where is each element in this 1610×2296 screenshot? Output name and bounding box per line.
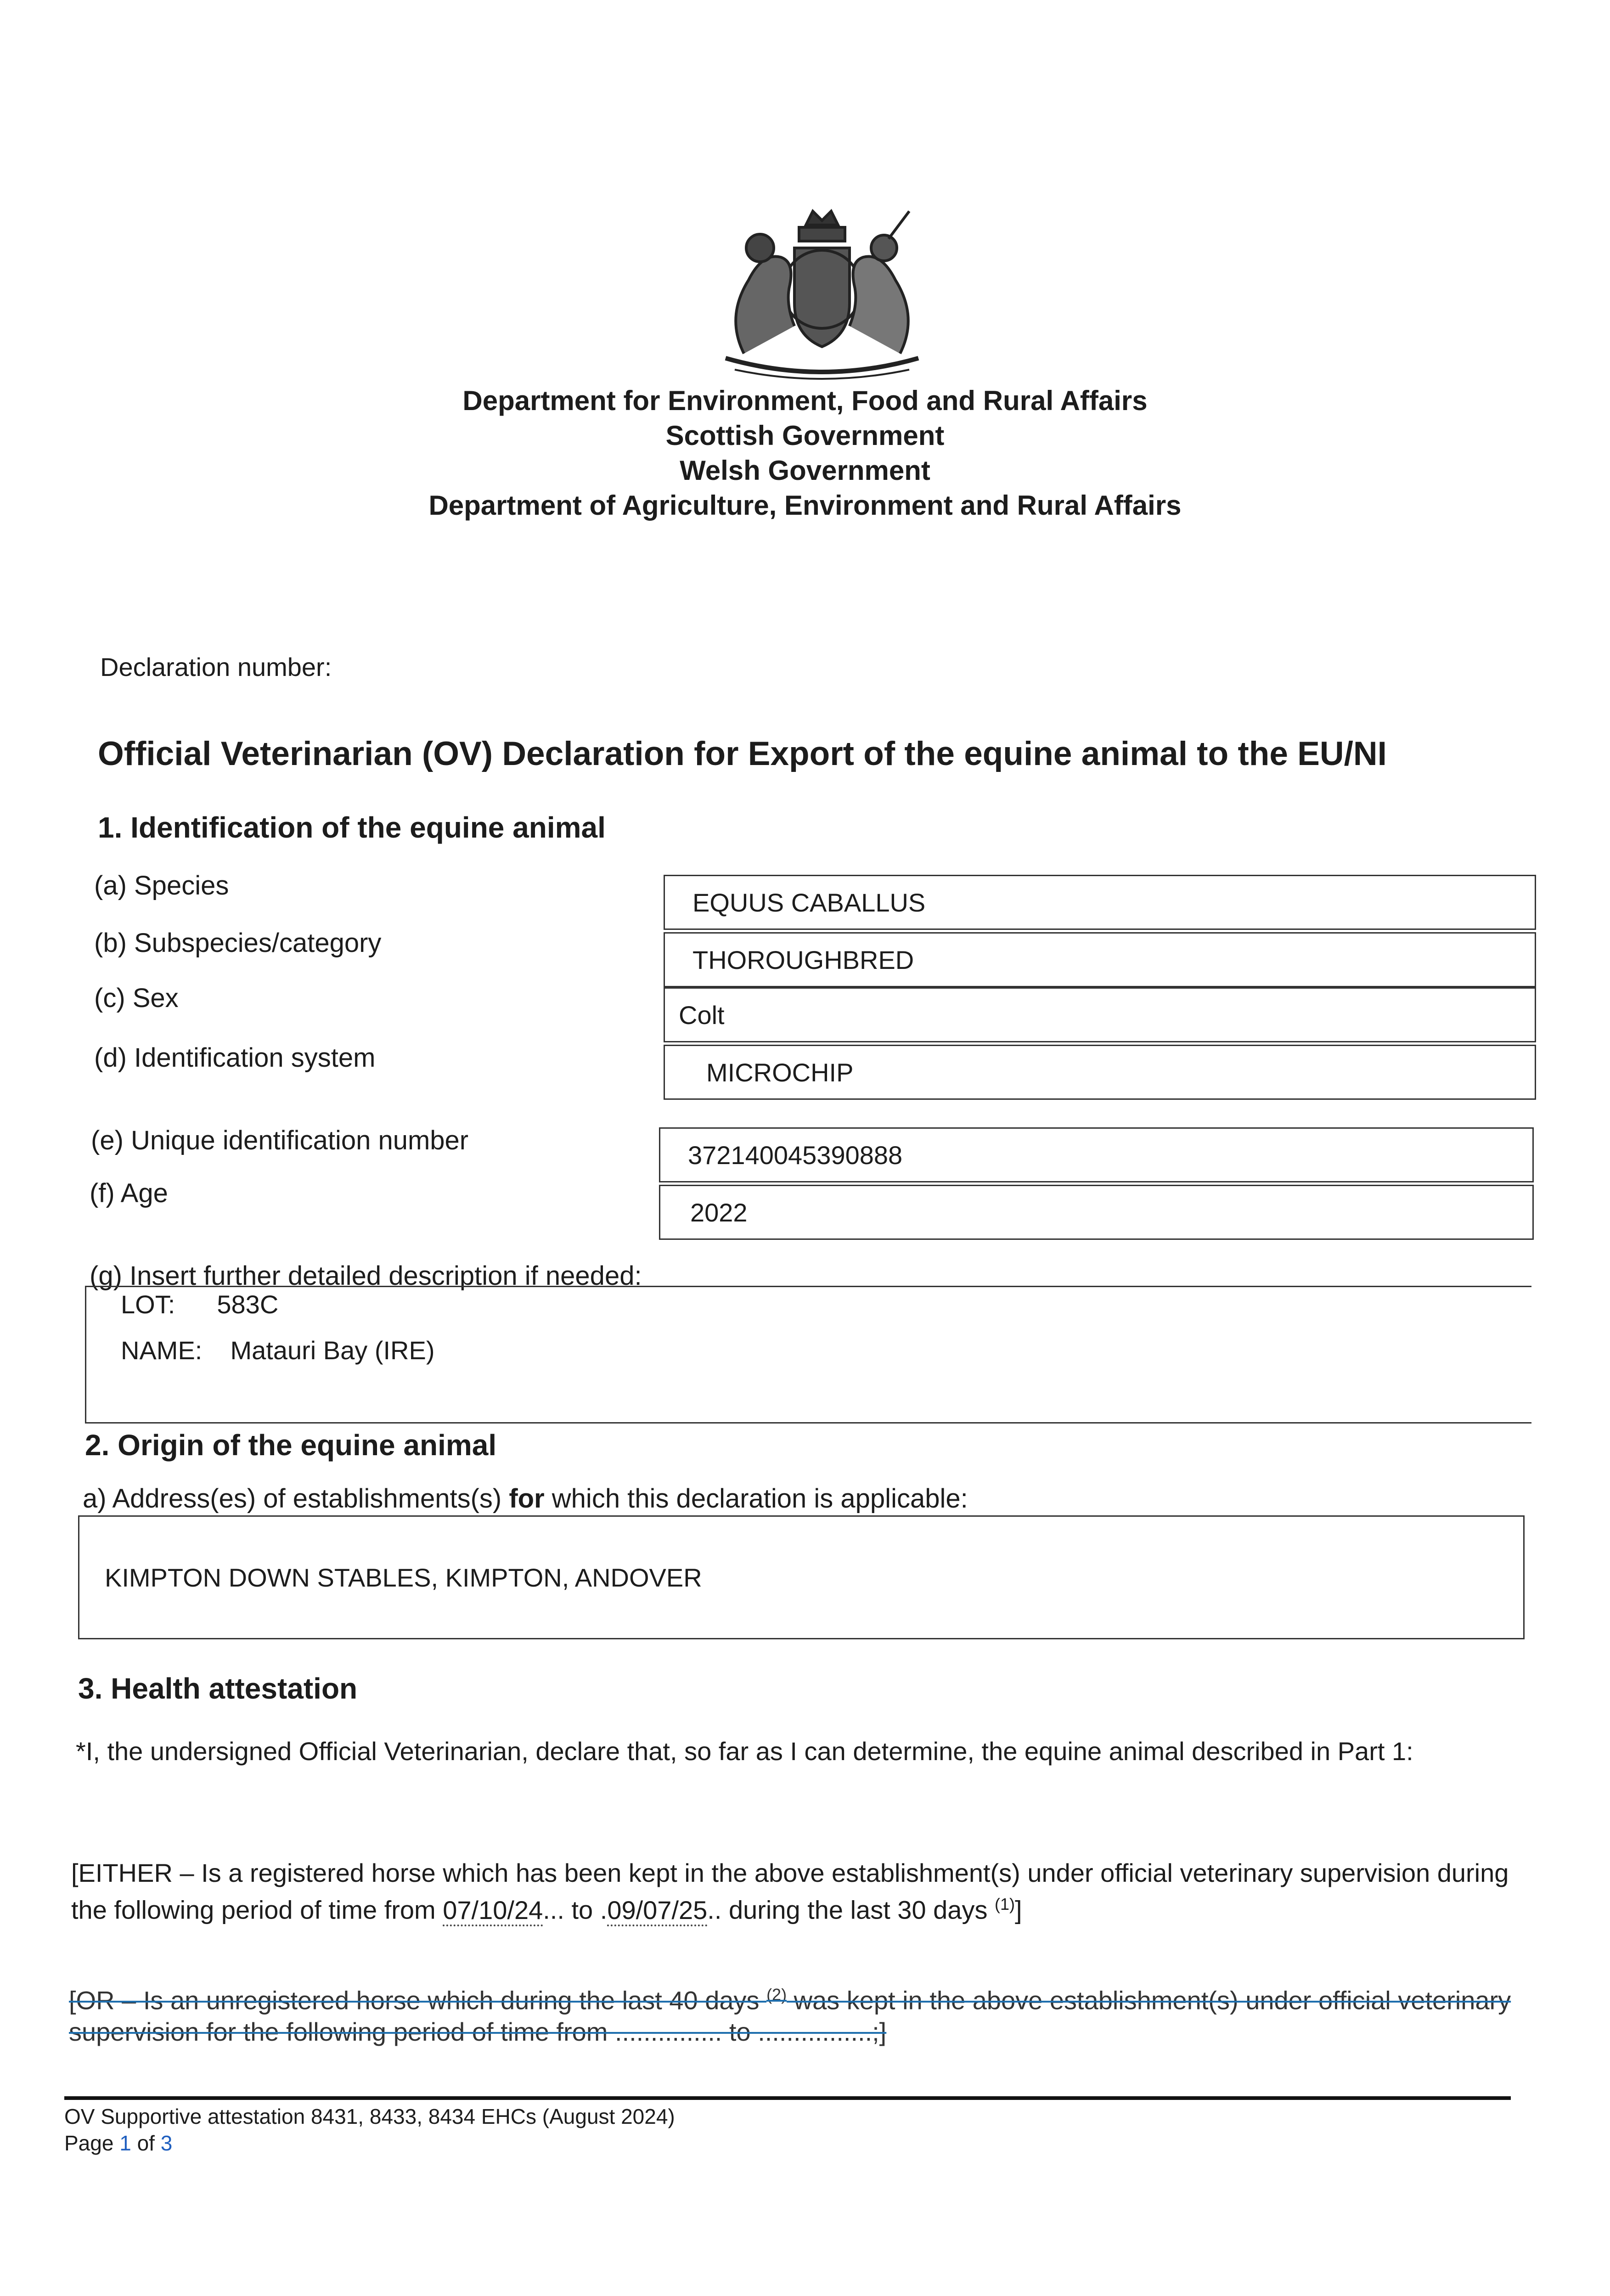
either-clause: [EITHER – Is a registered horse which has been kept in the above establishment(s) under official veterinary supervision during the following period of time from 07/10/24... to .09/07/25.. during the last 30 days $^{(1)}$] (71, 1857, 1522, 1926)
identification-system-label: (d) Identification system (94, 1043, 376, 1073)
unique-id-field[interactable] (659, 1127, 1534, 1182)
department-defra: Department for Environment, Food and Rural Affairs (462, 385, 1148, 416)
age-field[interactable] (659, 1185, 1534, 1240)
section-2-heading: 2. Origin of the equine animal (85, 1429, 497, 1462)
identification-system-field[interactable] (664, 1045, 1536, 1100)
lot-line (121, 1289, 278, 1319)
section-3-heading: 3. Health attestation (78, 1672, 358, 1705)
department-welsh-government: Welsh Government (680, 455, 930, 486)
address-label: a) Address(es) of establishments(s) for which this declaration is applicable: (83, 1484, 968, 1514)
subspecies-field[interactable] (664, 932, 1536, 987)
age-value: 2022 (690, 1198, 748, 1227)
period-from-value: 07/10/24 (443, 1896, 543, 1926)
lot-label: LOT: (121, 1290, 175, 1319)
address-value: KIMPTON DOWN STABLES, KIMPTON, ANDOVER (105, 1563, 702, 1592)
royal-coat-of-arms-icon (707, 207, 937, 381)
department-scottish-government: Scottish Government (665, 420, 945, 451)
page-title: Official Veterinarian (OV) Declaration for Export of the equine animal to the EU/NI (98, 735, 1387, 772)
subspecies-value: THOROUGHBRED (692, 945, 914, 974)
name-label: NAME: (121, 1336, 203, 1365)
name-value: Matauri Bay (IRE) (230, 1336, 435, 1365)
sex-value: Colt (679, 1000, 725, 1030)
or-clause-struck: [OR – Is an unregistered horse which during the last 40 days $^{(2)}$ was kept in the above establishment(s) under official veterinary supervision for the following period of time from ............... to ................;] (69, 1985, 1511, 2046)
section-1-heading: 1. Identification of the equine animal (98, 811, 606, 844)
page-indicator: Page 1 of 3 (64, 2131, 173, 2155)
further-description-box[interactable] (85, 1286, 1531, 1424)
period-to-value: 09/07/25 (607, 1896, 707, 1926)
sex-label: (c) Sex (94, 983, 179, 1013)
age-label: (f) Age (90, 1178, 168, 1208)
sex-field[interactable] (664, 987, 1536, 1042)
page-total: 3 (160, 2131, 173, 2155)
footer-divider (64, 2096, 1511, 2100)
unique-id-label: (e) Unique identification number (91, 1125, 469, 1155)
species-field[interactable] (664, 875, 1536, 930)
species-value: EQUUS CABALLUS (692, 888, 926, 917)
name-line (121, 1335, 434, 1365)
identification-system-value: MICROCHIP (706, 1058, 854, 1087)
lot-value: 583C (217, 1290, 279, 1319)
species-label: (a) Species (94, 871, 229, 900)
declaration-number-label: Declaration number: (100, 653, 332, 681)
address-field[interactable] (78, 1515, 1525, 1639)
unique-id-value: 372140045390888 (688, 1140, 903, 1170)
subspecies-label: (b) Subspecies/category (94, 928, 382, 958)
attestation-intro: *I, the undersigned Official Veterinarian, declare that, so far as I can determine, the equine animal described in Part 1: (76, 1737, 1413, 1766)
footer-reference: OV Supportive attestation 8431, 8433, 8434 EHCs (August 2024) (64, 2105, 675, 2128)
page-number: 1 (119, 2131, 131, 2155)
department-daera: Department of Agriculture, Environment and Rural Affairs (428, 490, 1182, 521)
further-description-label: (g) Insert further detailed description if needed: (90, 1261, 642, 1291)
